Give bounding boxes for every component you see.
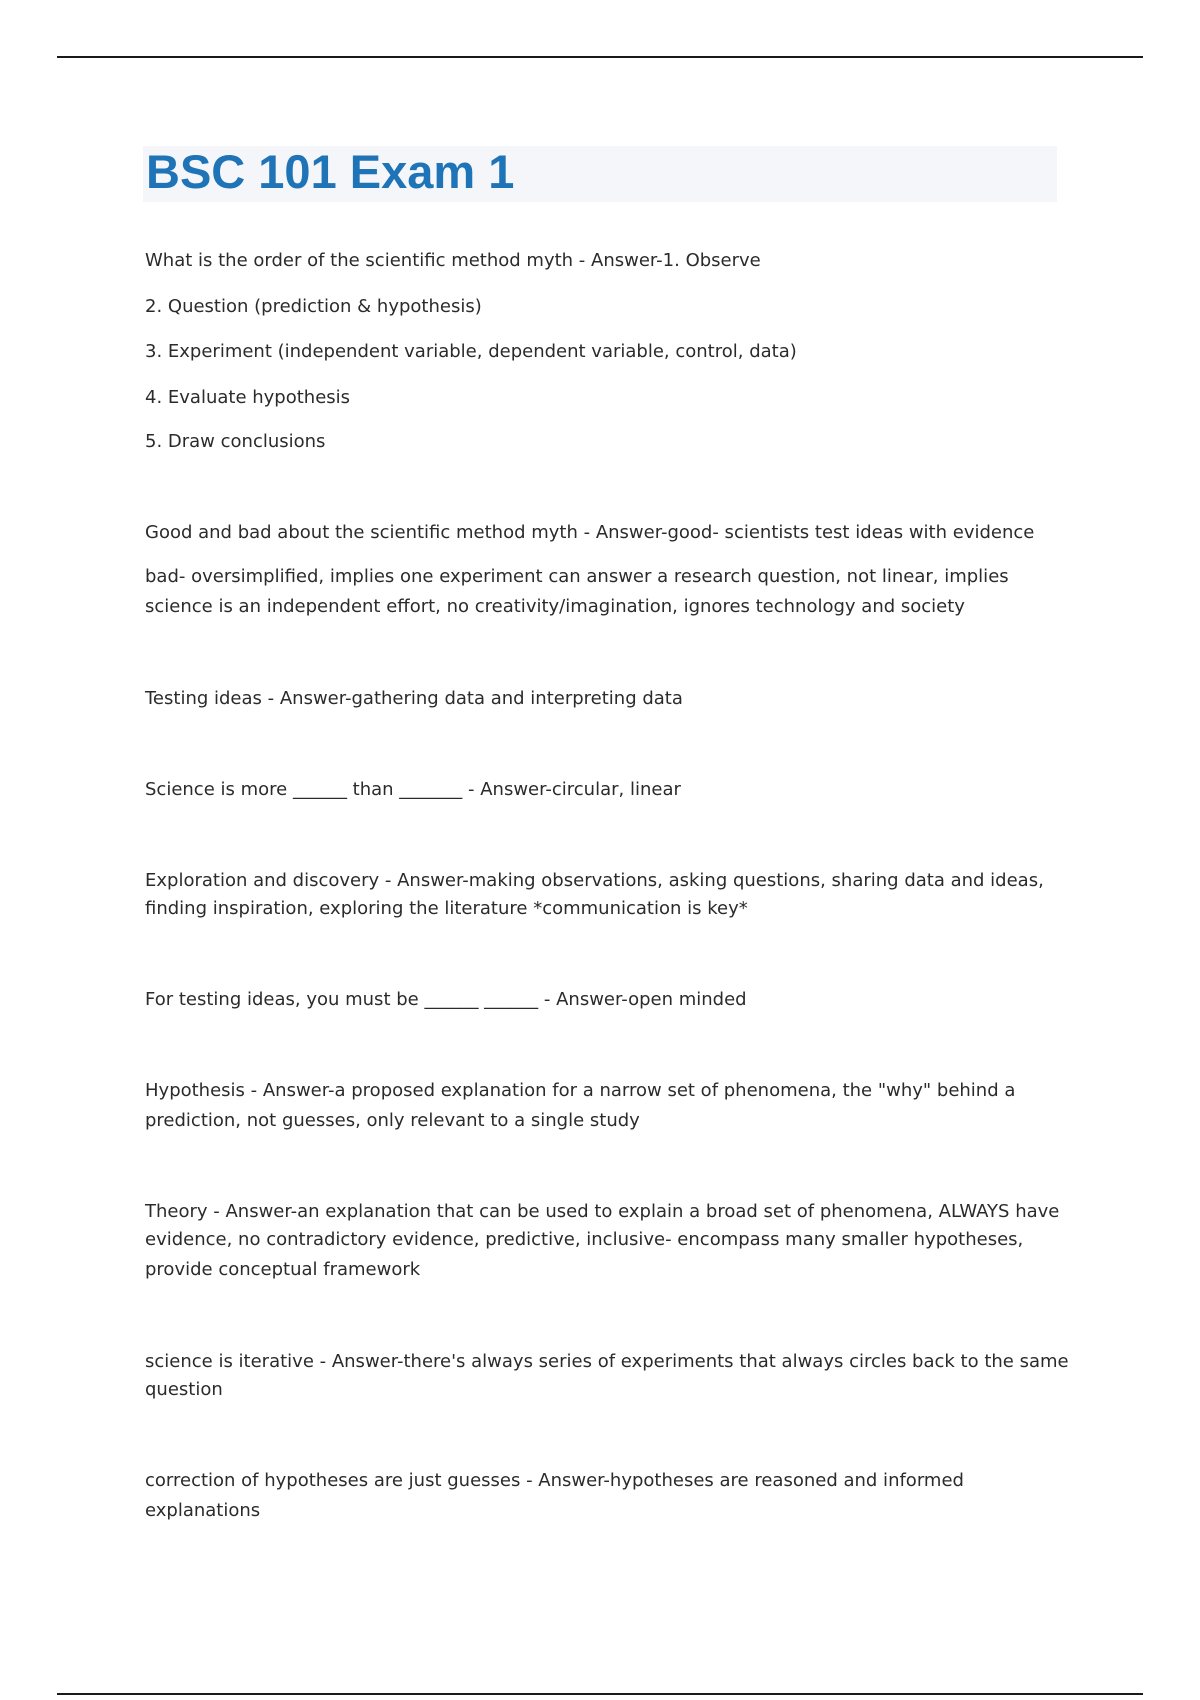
question-line: science is iterative - Answer-there's always series of experiments that always circles back to the same [145, 1351, 1069, 1372]
step-line: 2. Question (prediction & hypothesis) [145, 296, 482, 317]
top-rule [57, 56, 1143, 58]
question-line: For testing ideas, you must be ______ ______ - Answer-open minded [145, 989, 747, 1010]
qa-entry-science-is-more [145, 775, 681, 805]
document-title: BSC 101 Exam 1 [146, 145, 515, 198]
question-line: Science is more ______ than _______ - Answer-circular, linear [145, 779, 681, 800]
answer-line: prediction, not guesses, only relevant to a single study [145, 1110, 640, 1131]
step-line: 3. Experiment (independent variable, dependent variable, control, data) [145, 341, 797, 362]
question-line: Testing ideas - Answer-gathering data and interpreting data [145, 688, 683, 709]
question-line: correction of hypotheses are just guesses - Answer-hypotheses are reasoned and informed [145, 1470, 964, 1491]
qa-entry-open-minded [145, 985, 747, 1015]
answer-line: finding inspiration, exploring the literature *communication is key* [145, 898, 748, 919]
question-line: What is the order of the scientific method myth - Answer-1. Observe [145, 250, 761, 271]
qa-entry-testing-ideas [145, 684, 683, 714]
answer-line: bad- oversimplified, implies one experiment can answer a research question, not linear, implies [145, 566, 1009, 587]
question-line: Theory - Answer-an explanation that can be used to explain a broad set of phenomena, ALWAYS have [145, 1201, 1060, 1222]
answer-line: evidence, no contradictory evidence, predictive, inclusive- encompass many smaller hypotheses, [145, 1229, 1024, 1250]
answer-line: science is an independent effort, no creativity/imagination, ignores technology and society [145, 596, 965, 617]
step-line: 5. Draw conclusions [145, 431, 326, 452]
answer-line: explanations [145, 1500, 261, 1521]
answer-line: question [145, 1379, 223, 1400]
question-line: Good and bad about the scientific method myth - Answer-good- scientists test ideas with evidence [145, 522, 1035, 543]
question-line: Exploration and discovery - Answer-making observations, asking questions, sharing data and ideas, [145, 870, 1044, 891]
bottom-rule [57, 1693, 1143, 1695]
step-line: 4. Evaluate hypothesis [145, 387, 351, 408]
question-line: Hypothesis - Answer-a proposed explanation for a narrow set of phenomena, the "why" behind a [145, 1080, 1016, 1101]
answer-line: provide conceptual framework [145, 1259, 421, 1280]
